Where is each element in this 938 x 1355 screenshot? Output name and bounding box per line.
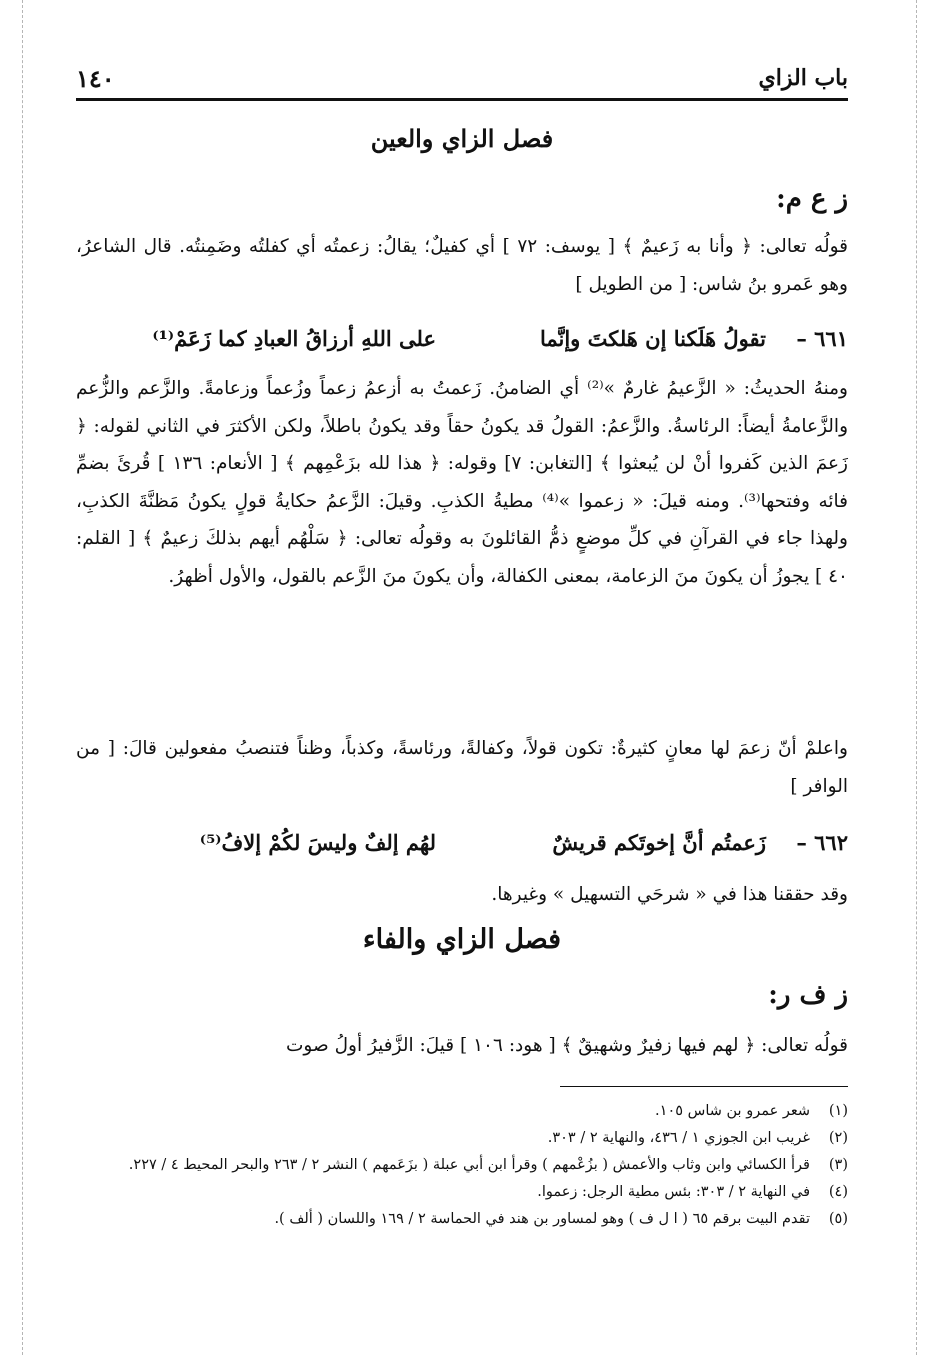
footnote-separator [560, 1086, 848, 1087]
page-number: ١٤٠ [76, 63, 115, 93]
footnote-item [76, 1125, 848, 1152]
paragraph-2: ومنهُ الحديثُ: « الزَّعيمُ غارمٌ »⁽²⁾ أي الضامنُ. زَعمتُ به أزعمُ زعماً وزُعماً وزعامةً. والزَّعم والزُّعم والزَّعامةُ أيضاً: الرئاسةُ. والزَّعمُ: القولُ قد يكونُ حقاً وقد يكونُ باطلاً، ولكن الأكثرَ في الثاني لقوله: ﴿ زَعمَ الذين كَفروا أنْ لن يُبعثوا ﴾ [التغابن: ٧] وقوله: ﴿ هذا لله بزَعْمِهم ﴾ [ الأنعام: ١٣٦ ] قُرئَ بضمِّ فائه وفتحها⁽³⁾. ومنه قيلَ: « زعموا »⁽⁴⁾ مطيةُ الكذبِ. وقيلَ: الزَّعمُ حكايةُ قولٍ يكونُ مَظنَّةَ الكذبِ، ولهذا جاء في القرآنِ في كلِّ موضعٍ ذمُّ القائلونَ به وقولُه تعالى: ﴿ سَلْهُم أيهم بذلكَ زعيمٌ ﴾ [ القلم: ٤٠ ] يجوزُ أن يكونَ منَ الزعامة، بمعنى الكفالة، وأن يكونَ منَ الزَّعم بالقول، والأول أظهرُ. [76, 378, 848, 587]
verse-hemistich-second: على اللهِ أرزاقُ العبادِ كما زَعَمْ⁽¹⁾ [152, 325, 436, 351]
footnote-item [76, 1206, 848, 1233]
footnote-text: قرأ الكسائي وابن وثاب والأعمش ( بزُعْمهم ) وقرأ ابن أبي عبلة ( بزَعَمهم ) النشر ٢ / ٢٦٣ والبحر المحيط ٤ / ٢٢٧. [128, 1157, 810, 1173]
chapter-title: باب الزاي [758, 65, 848, 91]
paragraph-3: واعلمْ أنّ زعمَ لها معانٍ كثيرةٌ: تكون قولاً، وكفالةً، ورئاسةً، وكذباً، وظناً فتنصبُ مفعولين قالَ: [ من الوافر ] [76, 738, 848, 797]
verse-number: ٦٦١ – [796, 325, 848, 351]
paragraph-1: قولُه تعالى: ﴿ وأنا به زَعيمٌ ﴾ [ يوسف: ٧٢ ] أي كفيلٌ؛ يقالُ: زعمتُه أي كفلتُه وضَمِنتُه. قال الشاعرُ، وهو عَمرو بنُ شاس: [ من الطويل ] [76, 236, 848, 295]
footnote-text: في النهاية ٢ / ٣٠٣: بئس مطية الرجل: زعموا. [537, 1184, 810, 1200]
scan-edge-right [916, 0, 917, 1355]
footnote-mark: (٣) [828, 1157, 848, 1173]
verse-661 [76, 318, 848, 358]
paragraph-5: قولُه تعالى: ﴿ لهم فيها زفيرٌ وشهيقٌ ﴾ [ هود: ١٠٦ ] قيلَ: الزَّفيرُ أولُ صوت [286, 1035, 848, 1056]
footnote-mark: (٥) [828, 1211, 848, 1227]
footnote-item [76, 1152, 848, 1179]
verse-662 [76, 822, 848, 862]
footnote-text: شعر عمرو بن شاس ١٠٥. [655, 1103, 810, 1119]
verse-hemistich-second: لهُم إلفٌ وليسَ لكُمْ إلافُ⁽⁵⁾ [199, 829, 436, 855]
footnote-mark: (٢) [828, 1130, 848, 1146]
section-heading-zay-ain: فصل الزاي والعين [370, 124, 554, 153]
page-header [76, 58, 848, 101]
footnote-text: تقدم البيت برقم ٦٥ ( ا ل ف ) وهو لمساور بن هند في الحماسة ٢ / ١٦٩ واللسان ( ألف ). [274, 1211, 810, 1227]
section-heading-zay-fa: فصل الزاي والفاء [362, 924, 562, 955]
verse-number: ٦٦٢ – [796, 829, 848, 855]
footnote-item [76, 1179, 848, 1206]
footnote-mark: (٤) [828, 1184, 848, 1200]
verse-hemistich-first: تقولُ هَلَكنا إن هَلكتَ وإنَّما [539, 325, 766, 351]
paragraph-4: وقد حققنا هذا في « شرحَي التسهيل » وغيرها. [491, 884, 848, 905]
footnote-item [76, 1098, 848, 1125]
footnote-text: غريب ابن الجوزي ١ / ٤٣٦، والنهاية ٢ / ٣٠٣. [547, 1130, 810, 1146]
verse-hemistich-first: زَعمتُم أنَّ إخوتَكم قريشٌ [552, 829, 766, 855]
root-entry-z-a-m: ز ع م: [776, 184, 848, 214]
root-entry-z-f-r: ز ف ر: [768, 980, 848, 1010]
footnotes [76, 1098, 848, 1233]
footnote-mark: (١) [828, 1103, 848, 1119]
scan-edge-left [22, 0, 23, 1355]
